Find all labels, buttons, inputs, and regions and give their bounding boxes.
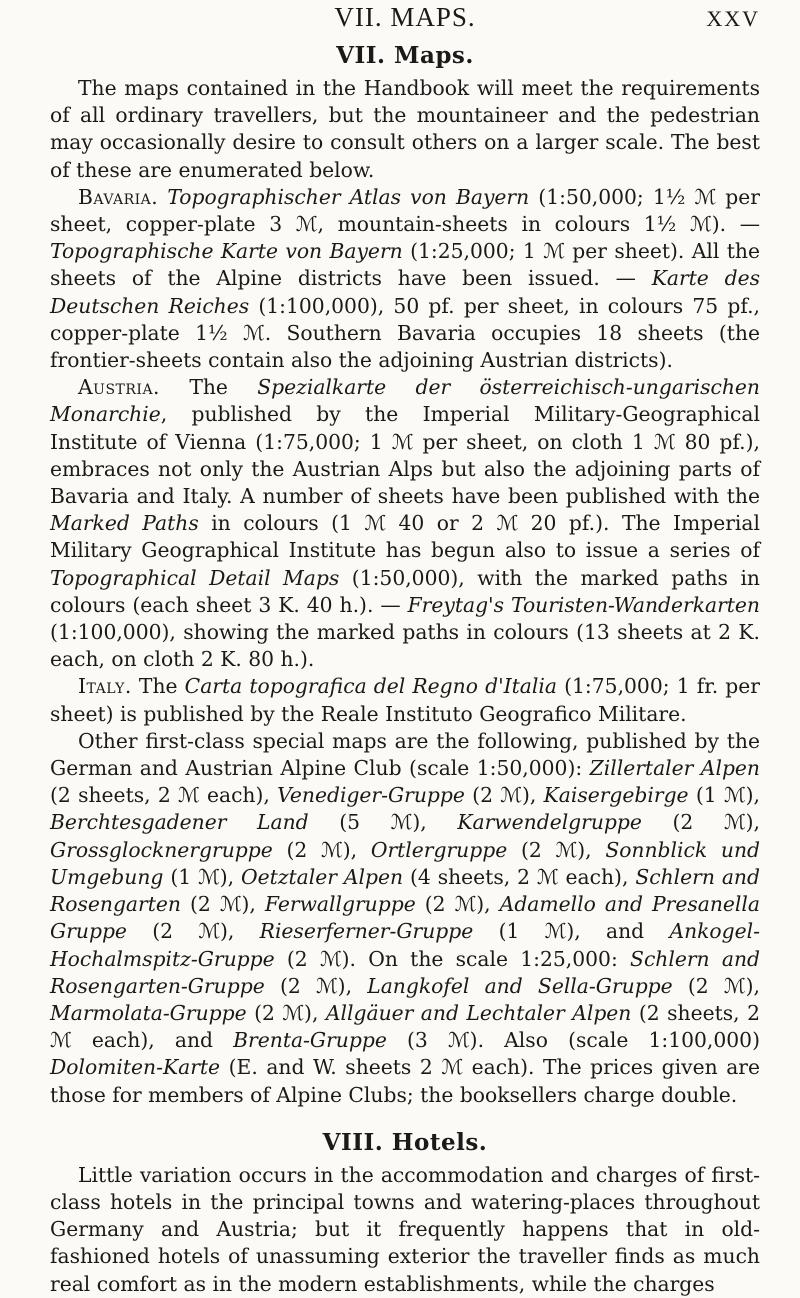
text-run: (2 ℳ), [507,837,606,862]
paragraph [50,673,760,727]
text-run: (5 ℳ), [308,810,458,835]
hotels-paragraphs [50,1162,760,1298]
text-run: (2 ℳ), [272,837,371,862]
italic-text: Allgäuer and Lechtaler Alpen [325,1000,632,1025]
section-heading-maps: VII. Maps. [336,42,474,69]
italic-text: Ankogel-Hochalmspitz-Gruppe [50,919,760,971]
text-run: (2 ℳ), [246,1000,326,1025]
paragraph [50,728,760,1109]
text-run: (1 ℳ), and [473,919,670,944]
text-run: (4 sheets, 2 ℳ each), [403,864,636,889]
text-run: (1:25,000; 1 ℳ per sheet). All the sheets of the Alpine districts have been issued. — [50,239,760,291]
text-run: (2 ℳ), [464,783,544,808]
italic-text: Karwendelgruppe [457,810,642,835]
italic-text: Schlern and Rosengarten-Gruppe [50,946,760,998]
italic-text: Marmolata-Gruppe [50,1000,247,1025]
text-run: (1 ℳ), [163,864,242,889]
text-run: (2 sheets, 2 ℳ each), [50,783,278,808]
text-run: The [160,375,258,400]
region-label: Italy. [78,674,132,699]
text-run: The maps contained in the Handbook will meet the requirements of all ordinary travellers, but the mountaineer and the pedestrian may occasionally desire to consult others on a larger scale. The best of these are enumerated below. [50,76,760,182]
region-label: Austria. [78,375,161,400]
text-run: (1:75,000; 1 fr. per sheet) is published by the Reale Instituto Geografico Militare. [50,674,760,726]
text-run: (1:100,000), 50 pf. per sheet, in colours 75 pf., copper-plate 1½ ℳ. Southern Bavaria occupies 18 sheets (the frontier-sheets contain also the adjoining Austrian districts). [50,293,760,373]
text-run: (1:100,000), showing the marked paths in colours (13 sheets at 2 K. each, on cloth 2 K. 80 h.). [50,620,760,672]
italic-text: Rieserferner-Gruppe [259,919,474,944]
italic-text: Freytag's Touristen-Wanderkarten [407,592,760,617]
italic-text: Spezialkarte der österreichisch-ungarischen Monarchie [50,375,760,427]
italic-text: Ferwallgruppe [264,892,416,917]
italic-text: Topographische Karte von Bayern [50,239,403,264]
italic-text: Venediger-Gruppe [277,783,465,808]
italic-text: Oetztaler Alpen [241,864,404,889]
italic-text: Zillertaler Alpen [589,756,760,781]
text-run: (E. and W. sheets 2 ℳ each). The prices given are those for members of Alpine Clubs; the booksellers charge double. [50,1055,760,1107]
italic-text: Marked Paths [50,511,199,536]
text-run [158,185,167,209]
text-run: The [131,674,185,699]
text-run: (1:50,000), with the marked paths in colours (each sheet 3 K. 40 h.). — [50,565,760,617]
italic-text: Kaisergebirge [543,783,689,808]
maps-paragraphs [50,75,760,1109]
italic-text: Carta topografica del Regno d'Italia [184,674,557,699]
italic-text: Langkofel and Sella-Gruppe [367,973,673,998]
running-head [50,0,760,36]
section-heading-hotels: VIII. Hotels. [322,1128,488,1156]
text-run: in colours (1 ℳ 40 or 2 ℳ 20 pf.). The Imperial Military Geographical Institute has begun also to issue a series of [50,511,760,563]
section-hotels [50,1129,760,1298]
italic-text: Topographical Detail Maps [50,565,340,590]
text-run: (3 ℳ). Also (scale 1:100,000) [386,1028,760,1053]
text-run: Little variation occurs in the accommodation and charges of first-class hotels in the principal towns and watering-places throughout Germany and Austria; but it frequently happens that in old-fashioned hotels of unassuming exterior the traveller finds as much real comfort as in the modern establishments, while the charges [50,1162,760,1296]
running-title: VII. MAPS. [334,2,476,32]
italic-text: Dolomiten-Karte [50,1055,221,1080]
italic-text: Berchtesgadener Land [50,810,309,835]
text-run: (2 ℳ). On the scale 1:25,000: [274,946,631,971]
text-run: , published by the Imperial Military-Geographical Institute of Vienna (1:75,000; 1 ℳ per sheet, on cloth 1 ℳ 80 pf.), embraces not only the Austrian Alps but also the adjoining parts of Bavaria and Italy. A number of sheets have been published with the [50,402,760,509]
text-run: (2 ℳ), [641,810,760,835]
text-run: (1:50,000; 1½ ℳ per sheet, copper-plate 3 ℳ, mountain-sheets in colours 1½ ℳ). — [50,184,760,237]
paragraph [50,75,760,184]
italic-text: Schlern and Rosengarten [50,864,760,917]
italic-text: Sonnblick und Umgebung [50,837,760,889]
text-run: (2 ℳ), [415,892,500,917]
paragraph [50,184,760,374]
italic-text: Brenta-Gruppe [233,1028,387,1053]
text-run: (2 sheets, 2 ℳ each), and [50,1000,760,1053]
paragraph [50,374,760,673]
italic-text: Adamello and Presanella Gruppe [50,892,760,944]
paragraph [50,1162,760,1298]
italic-text: Grossglocknergruppe [50,837,273,862]
text-run: (2 ℳ), [180,892,265,917]
text-run: (2 ℳ), [672,973,760,998]
italic-text: Karte des Deutschen Reiches [50,266,760,318]
italic-text: Ortlergruppe [370,837,508,862]
text-run: (2 ℳ), [264,973,368,998]
section-maps [50,42,760,1109]
region-label: Bavaria. [78,184,159,209]
text-run: (1 ℳ), [688,783,760,808]
page-number: XXV [706,6,760,31]
text-run: (2 ℳ), [126,919,260,944]
italic-text: Topographischer Atlas von Bayern [167,184,530,209]
text-run: Other first-class special maps are the following, published by the German and Austrian Alpine Club (scale 1:50,000): [50,728,760,781]
